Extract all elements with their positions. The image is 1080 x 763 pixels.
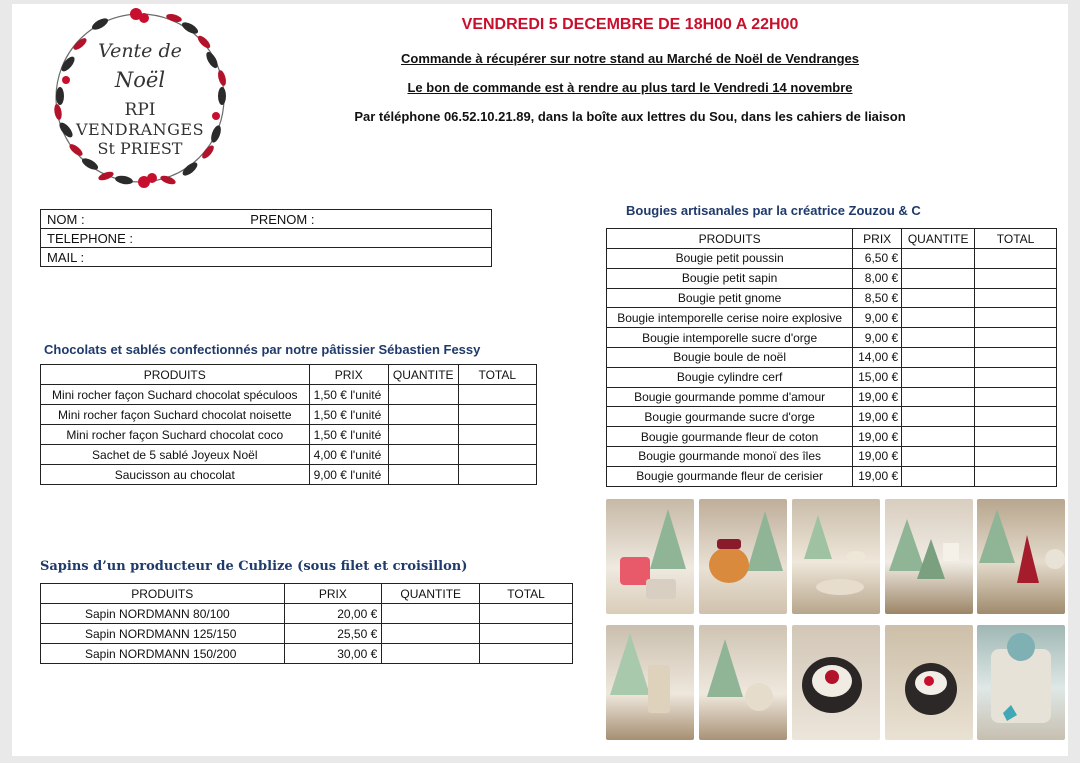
product-cell: Bougie gourmande monoï des îles xyxy=(607,446,853,466)
candle-photo xyxy=(977,625,1065,740)
price-cell: 19,00 € xyxy=(853,466,902,486)
bougies-table xyxy=(606,228,1057,487)
price-cell: 14,00 € xyxy=(853,347,902,367)
col-total: TOTAL xyxy=(458,365,536,385)
prenom-label: PRENOM : xyxy=(250,211,315,227)
total-cell[interactable] xyxy=(975,347,1057,367)
total-cell[interactable] xyxy=(458,405,536,425)
total-cell[interactable] xyxy=(458,385,536,405)
price-cell: 9,00 € xyxy=(853,328,902,348)
quantity-cell[interactable] xyxy=(902,427,975,447)
table-header-row xyxy=(607,229,1057,249)
col-quantite: QUANTITE xyxy=(902,229,975,249)
product-cell: Bougie cylindre cerf xyxy=(607,367,853,387)
mail-field[interactable] xyxy=(41,248,492,267)
table-row xyxy=(41,425,537,445)
price-cell: 30,00 € xyxy=(284,644,382,664)
candle-photo xyxy=(792,499,880,614)
table-row xyxy=(41,385,537,405)
product-cell: Bougie gourmande fleur de coton xyxy=(607,427,853,447)
table-row xyxy=(41,405,537,425)
table-row xyxy=(607,308,1057,328)
quantity-cell[interactable] xyxy=(902,466,975,486)
table-row xyxy=(41,445,537,465)
total-cell[interactable] xyxy=(975,427,1057,447)
price-cell: 9,00 € l'unité xyxy=(309,465,388,485)
sapins-section-title: Sapins d’un producteur de Cublize (sous filet et croisillon) xyxy=(40,559,468,574)
total-cell[interactable] xyxy=(975,407,1057,427)
table-row xyxy=(41,465,537,485)
table-row xyxy=(607,387,1057,407)
logo-line-3: RPI xyxy=(124,100,156,120)
candle-photo xyxy=(885,625,973,740)
quantity-cell[interactable] xyxy=(902,407,975,427)
candle-photo xyxy=(606,625,694,740)
bougies-section-title: Bougies artisanales par la créatrice Zouzou & C xyxy=(626,203,921,218)
quantity-cell[interactable] xyxy=(902,268,975,288)
price-cell: 15,00 € xyxy=(853,367,902,387)
name-field[interactable] xyxy=(41,210,492,229)
price-cell: 1,50 € l'unité xyxy=(309,405,388,425)
table-row xyxy=(41,644,573,664)
total-cell[interactable] xyxy=(975,328,1057,348)
table-row xyxy=(607,249,1057,269)
quantity-cell[interactable] xyxy=(382,644,480,664)
total-cell[interactable] xyxy=(480,624,573,644)
candle-photo xyxy=(699,499,787,614)
nom-label: NOM : xyxy=(47,211,85,227)
product-cell: Sapin NORDMANN 150/200 xyxy=(41,644,285,664)
quantity-cell[interactable] xyxy=(902,367,975,387)
col-quantite: QUANTITE xyxy=(382,584,480,604)
mail-label: MAIL : xyxy=(47,249,85,265)
col-produits: PRODUITS xyxy=(41,584,285,604)
product-cell: Mini rocher façon Suchard chocolat spéculoos xyxy=(41,385,310,405)
candle-photo xyxy=(977,499,1065,614)
table-row xyxy=(607,347,1057,367)
quantity-cell[interactable] xyxy=(902,328,975,348)
quantity-cell[interactable] xyxy=(382,624,480,644)
product-cell: Bougie gourmande pomme d'amour xyxy=(607,387,853,407)
quantity-cell[interactable] xyxy=(388,385,458,405)
price-cell: 19,00 € xyxy=(853,407,902,427)
total-cell[interactable] xyxy=(458,465,536,485)
table-row xyxy=(607,427,1057,447)
quantity-cell[interactable] xyxy=(902,249,975,269)
table-row xyxy=(607,466,1057,486)
telephone-label: TELEPHONE : xyxy=(47,230,133,246)
price-cell: 20,00 € xyxy=(284,604,382,624)
table-row xyxy=(41,604,573,624)
contact-row-name xyxy=(41,210,492,229)
candle-photo xyxy=(792,625,880,740)
table-row xyxy=(41,624,573,644)
total-cell[interactable] xyxy=(458,425,536,445)
product-cell: Sachet de 5 sablé Joyeux Noël xyxy=(41,445,310,465)
col-total: TOTAL xyxy=(975,229,1057,249)
candle-photo xyxy=(699,625,787,740)
total-cell[interactable] xyxy=(975,367,1057,387)
candle-photo-grid xyxy=(606,499,1060,745)
product-cell: Bougie boule de noël xyxy=(607,347,853,367)
product-cell: Mini rocher façon Suchard chocolat coco xyxy=(41,425,310,445)
pickup-info: Commande à récupérer sur notre stand au Marché de Noël de Vendranges xyxy=(400,51,860,66)
sapins-table xyxy=(40,583,573,664)
total-cell[interactable] xyxy=(975,466,1057,486)
price-cell: 1,50 € l'unité xyxy=(309,385,388,405)
table-row xyxy=(607,328,1057,348)
price-cell: 19,00 € xyxy=(853,446,902,466)
quantity-cell[interactable] xyxy=(388,465,458,485)
logo-line-5: St PRIEST xyxy=(97,139,183,158)
total-cell[interactable] xyxy=(458,445,536,465)
logo-line-2: Noël xyxy=(114,68,166,92)
product-cell: Bougie petit sapin xyxy=(607,268,853,288)
total-cell[interactable] xyxy=(480,604,573,624)
logo-line-1: Vente de xyxy=(98,40,182,62)
total-cell[interactable] xyxy=(975,249,1057,269)
product-cell: Bougie petit gnome xyxy=(607,288,853,308)
quantity-cell[interactable] xyxy=(388,405,458,425)
return-info: Par téléphone 06.52.10.21.89, dans la boîte aux lettres du Sou, dans les cahiers de liaison xyxy=(354,109,906,124)
price-cell: 19,00 € xyxy=(853,427,902,447)
product-cell: Bougie petit poussin xyxy=(607,249,853,269)
quantity-cell[interactable] xyxy=(388,445,458,465)
table-row xyxy=(607,446,1057,466)
product-cell: Sapin NORDMANN 80/100 xyxy=(41,604,285,624)
table-row xyxy=(607,407,1057,427)
table-row xyxy=(607,268,1057,288)
col-prix: PRIX xyxy=(309,365,388,385)
price-cell: 19,00 € xyxy=(853,387,902,407)
quantity-cell[interactable] xyxy=(382,604,480,624)
chocolats-section-title: Chocolats et sablés confectionnés par notre pâtissier Sébastien Fessy xyxy=(44,342,481,357)
total-cell[interactable] xyxy=(975,387,1057,407)
total-cell[interactable] xyxy=(480,644,573,664)
price-cell: 6,50 € xyxy=(853,249,902,269)
price-cell: 9,00 € xyxy=(853,308,902,328)
total-cell[interactable] xyxy=(975,288,1057,308)
price-cell: 25,50 € xyxy=(284,624,382,644)
contact-row-telephone xyxy=(41,229,492,248)
chocolats-table xyxy=(40,364,537,485)
product-cell: Mini rocher façon Suchard chocolat noisette xyxy=(41,405,310,425)
quantity-cell[interactable] xyxy=(902,347,975,367)
col-produits: PRODUITS xyxy=(41,365,310,385)
total-cell[interactable] xyxy=(975,446,1057,466)
col-prix: PRIX xyxy=(284,584,382,604)
col-quantite: QUANTITE xyxy=(388,365,458,385)
product-cell: Bougie intemporelle sucre d'orge xyxy=(607,328,853,348)
total-cell[interactable] xyxy=(975,308,1057,328)
price-cell: 1,50 € l'unité xyxy=(309,425,388,445)
deadline-info: Le bon de commande est à rendre au plus tard le Vendredi 14 novembre xyxy=(407,80,853,95)
product-cell: Bougie gourmande sucre d'orge xyxy=(607,407,853,427)
quantity-cell[interactable] xyxy=(902,288,975,308)
product-cell: Saucisson au chocolat xyxy=(41,465,310,485)
quantity-cell[interactable] xyxy=(902,308,975,328)
table-row xyxy=(607,288,1057,308)
total-cell[interactable] xyxy=(975,268,1057,288)
product-cell: Bougie intemporelle cerise noire explosive xyxy=(607,308,853,328)
candle-photo xyxy=(606,499,694,614)
price-cell: 4,00 € l'unité xyxy=(309,445,388,465)
product-cell: Bougie gourmande fleur de cerisier xyxy=(607,466,853,486)
table-row xyxy=(607,367,1057,387)
product-cell: Sapin NORDMANN 125/150 xyxy=(41,624,285,644)
telephone-field[interactable] xyxy=(41,229,492,248)
price-cell: 8,50 € xyxy=(853,288,902,308)
quantity-cell[interactable] xyxy=(902,446,975,466)
table-header-row xyxy=(41,584,573,604)
col-total: TOTAL xyxy=(480,584,573,604)
contact-table xyxy=(40,209,492,267)
col-produits: PRODUITS xyxy=(607,229,853,249)
quantity-cell[interactable] xyxy=(902,387,975,407)
price-cell: 8,00 € xyxy=(853,268,902,288)
quantity-cell[interactable] xyxy=(388,425,458,445)
col-prix: PRIX xyxy=(853,229,902,249)
event-date: VENDREDI 5 DECEMBRE DE 18H00 A 22H00 xyxy=(461,16,799,33)
table-header-row xyxy=(41,365,537,385)
logo-line-4: VENDRANGES xyxy=(75,120,205,139)
candle-photo xyxy=(885,499,973,614)
contact-row-mail xyxy=(41,248,492,267)
